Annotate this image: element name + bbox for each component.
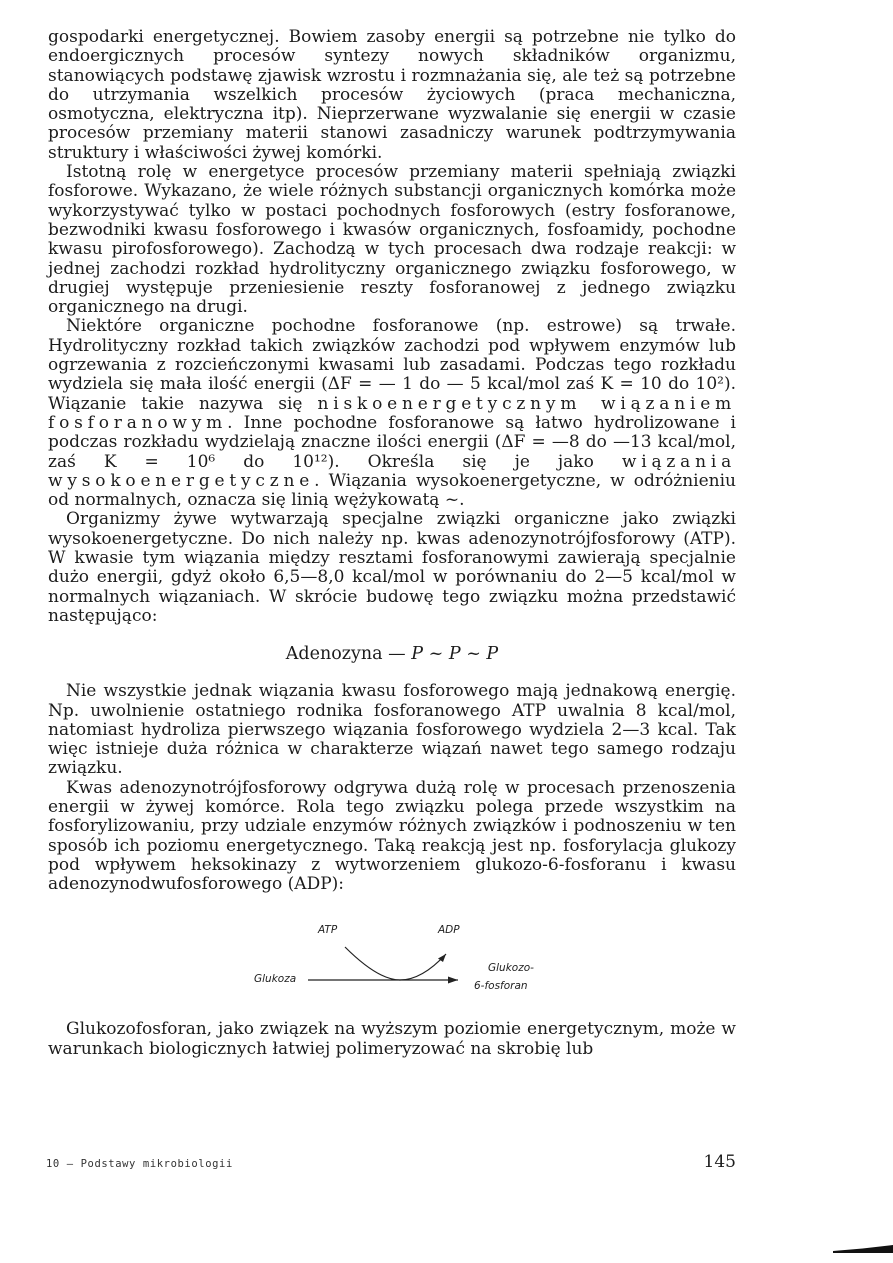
paragraph-atp-intro: Organizmy żywe wytwarzają specjalne związki organiczne jako związki wysokoenergetyczne. Do nich należy np. kwas adenozynotrójfosforowy (ATP). W kwasie tym wiązania między resztami fosforanowymi zawierają specjalnie dużo energii, gdyż około 6,5—8,0 kcal/mol w porównaniu do 2—5 kcal/mol w normalnych wiązaniach. W skrócie budowę tego związku można przedstawić następująco: [48,509,736,626]
term-low-energy-bond: niskoenergetycznym wiązaniem fosforanowym [48,393,736,433]
adp-label: ADP [438,924,460,937]
term-high-energy-bond: wiązania wysokoenergetyczne [48,451,737,491]
paragraph-atp-role: Kwas adenozynotrójfosforowy odgrywa dużą rolę w procesach przenoszenia energii w żywej komórce. Rola tego związku polega przede wszystkim na fosforylizowaniu, przy udziale enzymów różnych związków i podnoszeniu w ten sposób ich poziomu energetycznego. Taką reakcją jest np. fosforylacja glukozy pod wpływem heksokinazy z wytworzeniem glukozo-6-fosforanu i kwasu adenozynodwufosforowego (ADP): [48,777,736,895]
page-footer [46,1152,736,1176]
product-label-line1: Glukozo- [488,962,534,975]
product-label-line2: 6-fosforan [474,980,528,993]
paragraph-energy-economy: gospodarki energetycznej. Bowiem zasoby energii są potrzebne nie tylko do endoergicznych procesów syntezy nowych składników organizmu, stanowiących podstawę zjawisk wzrostu i rozmnażania się, ale też są potrzebne do utrzymania wszelkich procesów życiowych (praca mechaniczna, osmotyczna, elektryczna itp). Nieprzerwane wyzwalanie się energii w czasie procesów przemiany materii stanowi zasadniczy warunek podtrzymywania struktury i właściwości żywej komórki. [48,27,736,163]
page-body [48,28,736,1059]
reaction-arrows-diagram [48,900,736,1010]
atp-label: ATP [318,924,338,937]
formula-phosphate-2: P [448,644,461,665]
formula-prefix: Adenozyna — [285,644,406,665]
paragraph-bond-energies: Nie wszystkie jednak wiązania kwasu fosforowego mają jednakową energię. Np. uwolnienie ostatniego rodnika fosforanowego ATP uwalnia 8 kcal/mol, natomiast hydroliza pierwszego wiązania fosforowego wydziela 2—3 kcal. Tak więc istnieje duża różnica w charakterze wiązań nawet tego samego rodzaju związku. [48,681,736,779]
paragraph-phosphorus-compounds: Istotną rolę w energetyce procesów przemiany materii spełniają związki fosforowe. Wykazano, że wiele różnych substancji organicznych komórka może wykorzystywać tylko w postaci pochodnych fosforowych (estry fosforanowe, bezwodniki kwasu fosforowego i kwasów organicznych, fosfoamidy, pochodne kwasu pirofosforowego). Zachodzą w tych procesach dwa rodzaje reakcji: w jednej zachodzi rozkład hydrolityczny organicznego związku fosforowego, w drugiej występuje przeniesienie reszty fosforanowej z jednego związku organicznego na drugi. [48,162,736,318]
phosphate-bonds-text-c: . Wiązania wysokoenergetyczne, w odróżnieniu od normalnych, oznacza się linią wężykowatą ~. [48,470,736,511]
formula-phosphate-1: P [411,644,424,665]
phosphate-bonds-text-b: . Inne pochodne fosforanowe są łatwo hydrolizowane i podczas rozkładu wydzielają znaczne ilości energii (ΔF = —8 do —13 kcal/mol, zaś K = 10⁶ do 10¹²). Określa się je jako [48,412,736,472]
paragraph-phosphate-bonds [48,317,736,510]
main-reaction-arrowhead [448,977,458,984]
glucose-phosphorylation-scheme [48,900,736,1010]
formula-bond-2: ~ [460,644,487,665]
formula-bond-1: ~ [423,644,449,665]
glucose-label: Glukoza [254,973,297,986]
formula-phosphate-3: P [486,644,499,665]
atp-adp-curve [345,947,446,980]
phosphate-bonds-text-a: Niektóre organiczne pochodne fosforanowe (np. estrowe) są trwałe. Hydrolityczny rozkład takich związków zachodzi pod wpływem enzymów lub ogrzewania z rozcieńczonymi kwasami lub zasadami. Podczas tego rozkładu wydziela się mała ilość energii (ΔF = — 1 do — 5 kcal/mol zaś K = 10 do 10²). Wiązanie takie nazywa się [48,316,736,414]
scan-edge-mark [833,1243,893,1253]
atp-formula [48,644,736,664]
page-number: 145 [703,1152,736,1172]
signature-note: 10 — Podstawy mikrobiologii [46,1158,233,1170]
paragraph-glucose-phosphate: Glukozofosforan, jako związek na wyższym poziomie energetycznym, może w warunkach biologicznych łatwiej polimeryzować na skrobię lub [48,1019,736,1059]
